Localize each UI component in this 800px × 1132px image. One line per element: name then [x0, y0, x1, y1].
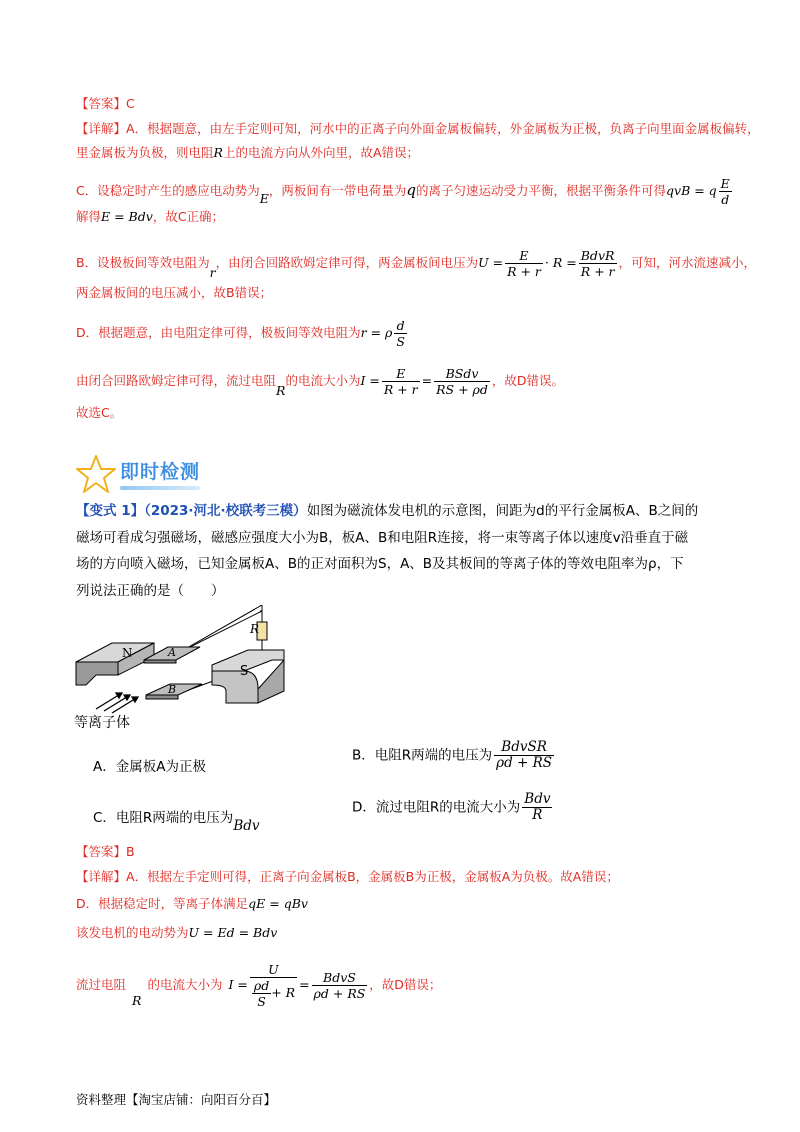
detail-text: 上的电流方向从外向里，故A错误； — [222, 145, 419, 160]
label-n: N — [122, 646, 133, 660]
detail-text: 该发电机的电动势为 — [76, 925, 189, 940]
option-d[interactable] — [352, 792, 554, 823]
math-fraction — [579, 248, 617, 279]
answer-value: C — [126, 96, 135, 111]
detail-1-line-d1 — [76, 318, 409, 349]
detail-1-line-c2 — [76, 209, 224, 225]
fraction-numerator: BSdv — [434, 366, 490, 382]
math-fraction — [250, 962, 297, 1009]
option-b[interactable] — [352, 740, 556, 771]
detail-text: 的离子匀速运动受力平衡，根据平衡条件可得 — [415, 183, 666, 198]
fraction-term: + R — [271, 985, 296, 1000]
fraction-numerator: BdvS — [312, 970, 368, 986]
math-fraction — [382, 366, 420, 397]
fraction-numerator: Bdv — [524, 791, 551, 807]
math-symbol: R — [276, 383, 286, 398]
fraction-denominator: R + r — [507, 264, 541, 279]
math-equation: I = — [228, 977, 248, 992]
math-fraction — [522, 792, 552, 823]
fraction-numerator: ρd — [253, 978, 270, 993]
question-text: 如图为磁流体发电机的示意图，间距为d的平行金属板A、B之间的 — [306, 503, 699, 519]
math-fraction — [505, 248, 543, 279]
math-fraction — [394, 318, 407, 349]
math-fraction — [719, 176, 732, 207]
detail-text: 的电流大小为 — [285, 373, 361, 388]
detail-text: 流过电阻 — [76, 977, 127, 992]
detail-text: ，两板间有一带电荷量为 — [268, 183, 407, 198]
option-text: A．金属板A为正极 — [93, 759, 206, 775]
detail-1-line-b2 — [76, 285, 272, 301]
detail-text: ，由闭合回路欧姆定律可得，两金属板间电压为 — [215, 255, 479, 270]
detail-text: 两金属板间的电压减小，故B错误； — [76, 285, 273, 300]
detail-text: D．根据稳定时，等离子体满足 — [76, 896, 249, 911]
math-equation: qvB = q — [666, 183, 717, 198]
label-r: R — [250, 622, 260, 636]
math-symbol: q — [406, 181, 416, 199]
question-text: 列说法正确的是（ ） — [76, 583, 225, 599]
star-icon — [76, 454, 116, 494]
detail-text: 解得 — [76, 209, 102, 224]
detail-text: A．根据题意，由左手定则可知，河水中的正离子向外面金属板偏转，外金属板为正极，负离子向里面金属板偏转， — [126, 121, 760, 136]
math-symbol: Bdv — [233, 818, 260, 834]
math-equation: r = ρ — [360, 325, 393, 340]
detail-text: A．根据左手定则可得，正离子向金属板B，金属板B为正极，金属板A为负极。故A错误； — [126, 869, 619, 884]
math-fraction — [312, 970, 368, 1001]
math-fraction — [434, 366, 490, 397]
detail-1-line-a1 — [76, 121, 760, 137]
question-tag: 【变式 1】 — [76, 503, 145, 519]
fraction-denominator: RS + ρd — [436, 382, 488, 397]
detail-1-line-b1 — [76, 248, 756, 279]
detail-2-line-a — [76, 869, 619, 885]
section-title: 即时检测 — [120, 461, 201, 483]
detail-label: 【详解】 — [76, 121, 127, 136]
fraction-denominator: S — [396, 334, 405, 349]
question-text: 场的方向喷入磁场，已知金属板A、B的正对面积为S，A、B及其板间的等离子体的等效电阻率为ρ，下 — [76, 556, 684, 572]
math-symbol: r — [209, 265, 216, 280]
detail-text: C．设稳定时产生的感应电动势为 — [76, 183, 260, 198]
detail-text: 里金属板为负极，则电阻 — [76, 145, 214, 160]
detail-text: 故选C。 — [76, 405, 123, 420]
fraction-numerator: E — [382, 366, 420, 382]
fraction-numerator: d — [394, 318, 407, 334]
question-source: （2023·河北·校联考三模） — [144, 503, 307, 519]
fraction-denominator: R + r — [580, 264, 615, 279]
math-equation: = — [421, 373, 433, 388]
mhd-generator-figure — [72, 605, 302, 735]
detail-text: ，故C正确； — [152, 209, 225, 224]
fraction-denominator: R — [532, 807, 543, 823]
option-c[interactable] — [93, 806, 260, 834]
section-underline — [120, 486, 200, 490]
detail-1-conclusion — [76, 405, 122, 421]
math-equation: = — [299, 977, 310, 992]
option-text: D．流过电阻R的电流大小为 — [352, 799, 521, 816]
detail-2-line-d2 — [76, 925, 277, 941]
answer-2 — [76, 844, 135, 860]
math-symbol: E — [259, 191, 269, 206]
figure-caption: 等离子体 — [74, 715, 130, 731]
detail-text: ，可知，河水流速减小， — [618, 255, 757, 270]
detail-1-line-d2 — [76, 366, 564, 397]
math-equation: · R = — [544, 255, 577, 270]
footer-text: 资料整理【淘宝店铺：向阳百分百】 — [76, 1092, 277, 1107]
answer-label: 【答案】 — [76, 844, 127, 859]
answer-value: B — [126, 844, 135, 859]
answer-label: 【答案】 — [76, 96, 127, 111]
detail-1-line-c1 — [76, 176, 734, 207]
math-symbol: R — [213, 145, 223, 160]
fraction-numerator: E — [720, 176, 730, 191]
fraction-denominator — [250, 978, 297, 1009]
label-s: S — [240, 664, 249, 679]
detail-label: 【详解】 — [76, 869, 127, 884]
question-line-1 — [76, 500, 726, 523]
fraction-numerator: U — [250, 962, 297, 978]
math-equation: qE = qBv — [248, 896, 308, 911]
fraction-denominator: ρd + RS — [313, 986, 366, 1001]
detail-text: D．根据题意，由电阻定律可得，极板间等效电阻为 — [76, 325, 361, 340]
math-equation: U = Ed = Bdv — [188, 925, 278, 940]
question-text: 磁场可看成匀强磁场，磁感应强度大小为B，板A、B和电阻R连接，将一束等离子体以速度v沿垂直于磁 — [76, 530, 689, 546]
fraction-denominator: S — [257, 994, 266, 1009]
section-banner — [76, 452, 256, 496]
question-line-2 — [76, 527, 726, 550]
inner-fraction — [252, 978, 271, 1009]
fraction-denominator: R + r — [383, 382, 418, 397]
math-equation: E = Bdv — [101, 209, 153, 224]
question-line-4 — [76, 580, 726, 603]
option-text: C．电阻R两端的电压为 — [93, 810, 234, 826]
math-equation: U = — [478, 255, 504, 270]
detail-2-line-d1 — [76, 896, 308, 912]
detail-2-line-d3 — [76, 962, 441, 1009]
answer-1 — [76, 96, 135, 112]
fraction-denominator: d — [721, 192, 730, 207]
fraction-numerator: BdvSR — [494, 740, 554, 756]
label-b: B — [168, 683, 177, 696]
fraction-numerator: E — [505, 248, 543, 264]
math-fraction — [494, 740, 554, 771]
detail-text: ，故D错误。 — [491, 373, 565, 388]
detail-text: 的电流大小为 — [147, 977, 223, 992]
fraction-numerator: BdvR — [579, 248, 617, 264]
math-equation: I = — [360, 373, 380, 388]
detail-text: 由闭合回路欧姆定律可得，流过电阻 — [76, 373, 277, 388]
fraction-denominator: ρd + RS — [496, 755, 553, 771]
detail-text: ，故D错误； — [369, 977, 442, 992]
label-a: A — [168, 646, 176, 659]
math-symbol: R — [132, 993, 142, 1008]
question-line-3 — [76, 553, 726, 576]
option-text: B．电阻R两端的电压为 — [352, 747, 493, 764]
detail-text: B．设极板间等效电阻为 — [76, 255, 210, 270]
detail-1-line-a2 — [76, 145, 419, 161]
option-a[interactable] — [93, 755, 206, 775]
